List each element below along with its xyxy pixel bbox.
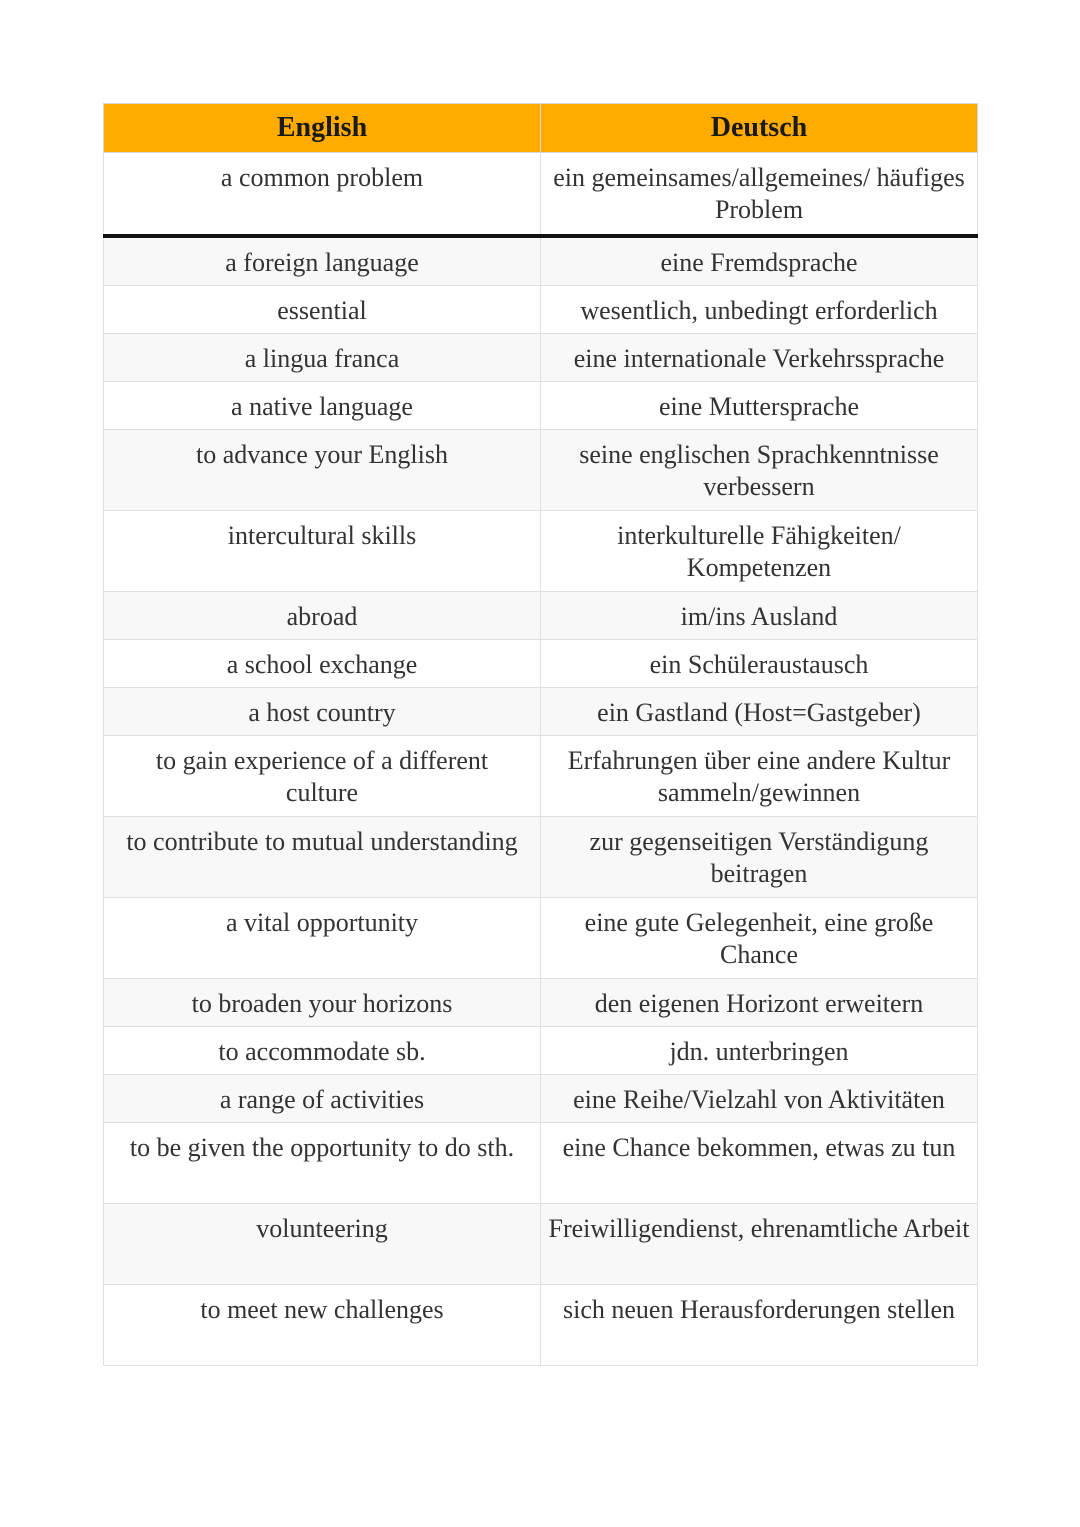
english-term: essential <box>104 285 541 333</box>
german-translation: sich neuen Herausforderungen stellen <box>541 1284 978 1365</box>
table-row <box>104 1284 978 1365</box>
english-term: a vital opportunity <box>104 897 541 978</box>
german-translation: ein gemeinsames/allgemeines/ häufiges Problem <box>541 153 978 236</box>
german-translation: Freiwilligendienst, ehrenamtliche Arbeit <box>541 1203 978 1284</box>
table-row <box>104 639 978 687</box>
german-translation: eine Chance bekommen, etwas zu tun <box>541 1122 978 1203</box>
english-term: a native language <box>104 381 541 429</box>
table-row <box>104 153 978 236</box>
table-row <box>104 1122 978 1203</box>
vocabulary-table <box>103 103 978 1366</box>
table-row <box>104 236 978 286</box>
english-term: to contribute to mutual understanding <box>104 816 541 897</box>
table-row <box>104 897 978 978</box>
english-term: a foreign language <box>104 236 541 286</box>
english-term: to accommodate sb. <box>104 1026 541 1074</box>
table-row <box>104 1203 978 1284</box>
table-row <box>104 1074 978 1122</box>
german-translation: den eigenen Horizont erweitern <box>541 978 978 1026</box>
german-translation: jdn. unterbringen <box>541 1026 978 1074</box>
english-term: abroad <box>104 591 541 639</box>
table-row <box>104 735 978 816</box>
table-row <box>104 816 978 897</box>
english-term: to meet new challenges <box>104 1284 541 1365</box>
english-term: a range of activities <box>104 1074 541 1122</box>
header-english: English <box>104 104 541 153</box>
english-term: a school exchange <box>104 639 541 687</box>
english-term: to be given the opportunity to do sth. <box>104 1122 541 1203</box>
english-term: a host country <box>104 687 541 735</box>
english-term: to advance your English <box>104 429 541 510</box>
german-translation: Erfahrungen über eine andere Kultur sammeln/gewinnen <box>541 735 978 816</box>
german-translation: wesentlich, unbedingt erforderlich <box>541 285 978 333</box>
table-row <box>104 591 978 639</box>
table-row <box>104 687 978 735</box>
english-term: a lingua franca <box>104 333 541 381</box>
table-row <box>104 333 978 381</box>
german-translation: seine englischen Sprachkenntnisse verbessern <box>541 429 978 510</box>
header-deutsch: Deutsch <box>541 104 978 153</box>
german-translation: zur gegenseitigen Verständigung beitragen <box>541 816 978 897</box>
english-term: a common problem <box>104 153 541 236</box>
german-translation: interkulturelle Fähigkeiten/ Kompetenzen <box>541 510 978 591</box>
table-row <box>104 285 978 333</box>
german-translation: ein Schüleraustausch <box>541 639 978 687</box>
german-translation: eine Muttersprache <box>541 381 978 429</box>
table-row <box>104 1026 978 1074</box>
german-translation: ein Gastland (Host=Gastgeber) <box>541 687 978 735</box>
german-translation: eine gute Gelegenheit, eine große Chance <box>541 897 978 978</box>
english-term: to gain experience of a different culture <box>104 735 541 816</box>
table-row <box>104 429 978 510</box>
english-term: intercultural skills <box>104 510 541 591</box>
english-term: to broaden your horizons <box>104 978 541 1026</box>
table-row <box>104 978 978 1026</box>
english-term: volunteering <box>104 1203 541 1284</box>
table-header-row <box>104 104 978 153</box>
german-translation: eine internationale Verkehrssprache <box>541 333 978 381</box>
german-translation: eine Fremdsprache <box>541 236 978 286</box>
table-row <box>104 510 978 591</box>
table-row <box>104 381 978 429</box>
german-translation: im/ins Ausland <box>541 591 978 639</box>
german-translation: eine Reihe/Vielzahl von Aktivitäten <box>541 1074 978 1122</box>
